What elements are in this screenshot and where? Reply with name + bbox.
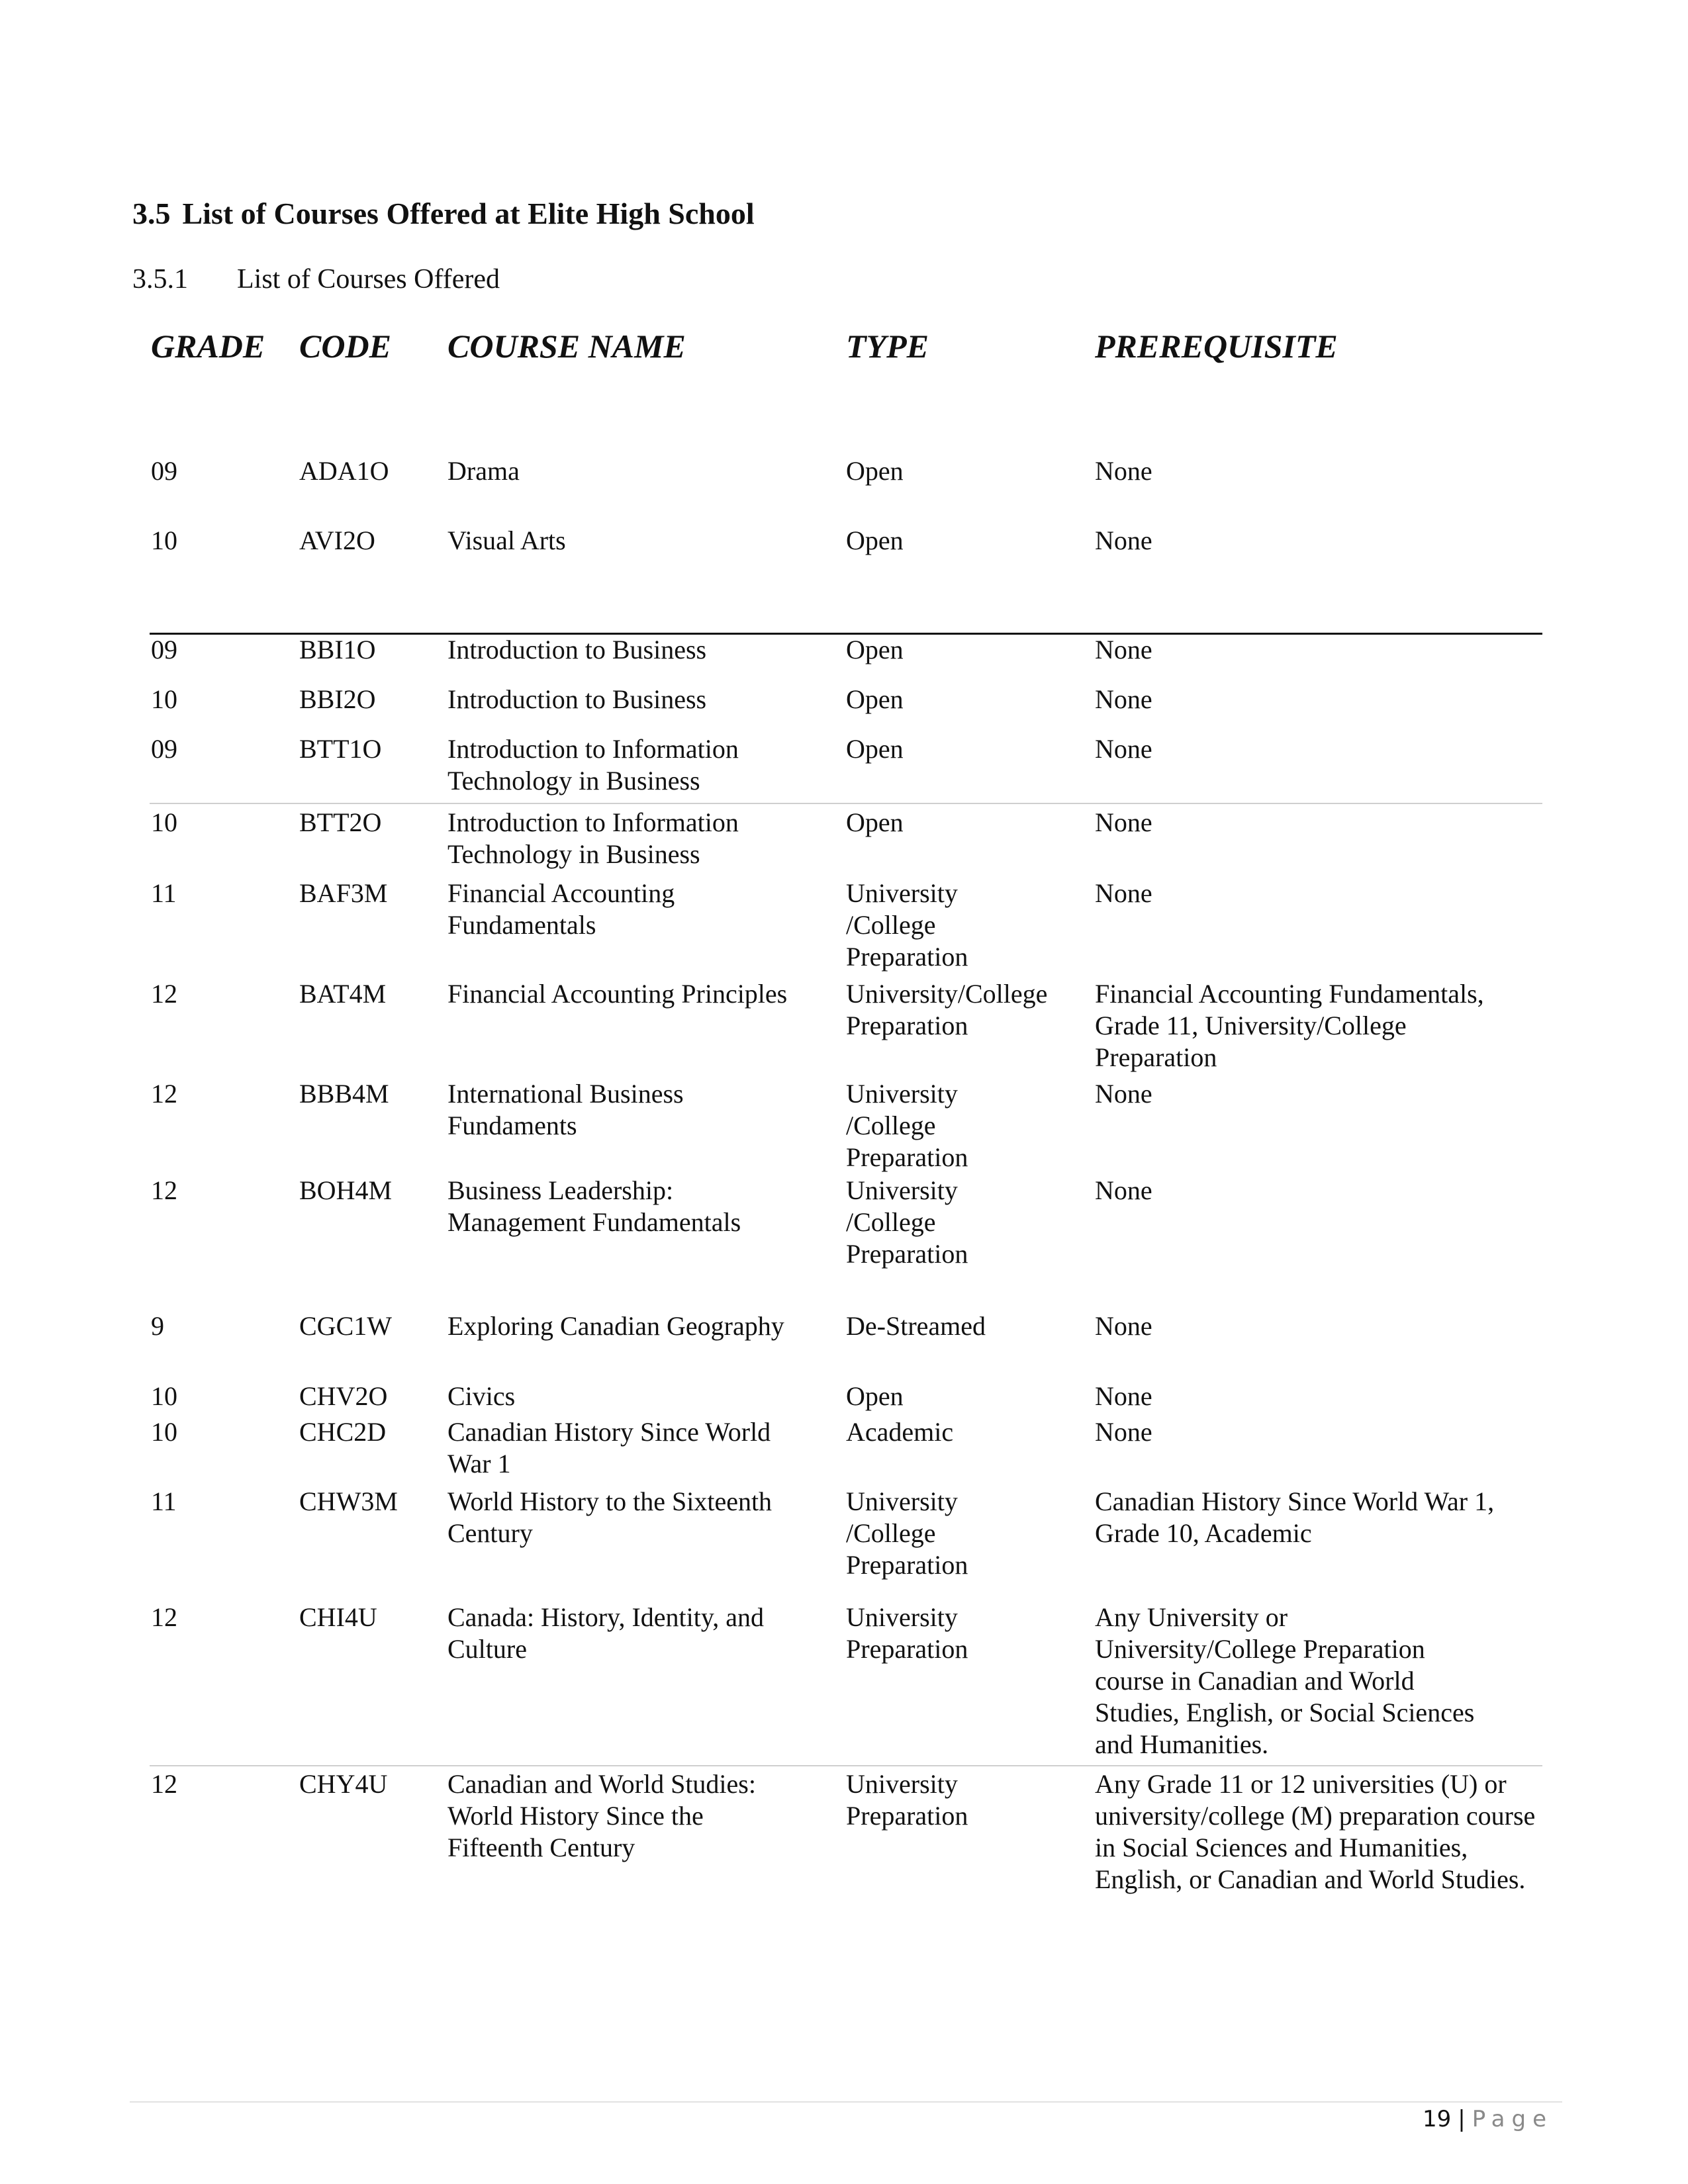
table-header-row: [0, 327, 1688, 373]
cell-code: BBI2O: [299, 684, 376, 714]
cell-grade: 9: [151, 1311, 164, 1341]
cell-grade: 09: [151, 635, 177, 664]
cell-code: CGC1W: [299, 1311, 392, 1341]
cell-grade: 09: [151, 456, 177, 486]
cell-prerequisite: Any Grade 11 or 12 universities (U) or university/college (M) preparation course in Social Sciences and Humanities, English, or Canadian and World Studies.: [1095, 1769, 1536, 1894]
cell-grade: 12: [151, 1079, 177, 1109]
cell-code: BBI1O: [299, 635, 376, 664]
section-title: List of Courses Offered at Elite High School: [182, 197, 755, 230]
cell-code: BAF3M: [299, 878, 388, 908]
cell-code: BAT4M: [299, 979, 387, 1009]
cell-prerequisite: None: [1095, 525, 1152, 555]
cell-course-name: Canadian History Since World War 1: [447, 1417, 771, 1479]
cell-code: CHI4U: [299, 1602, 377, 1632]
cell-grade: 12: [151, 1769, 177, 1799]
cell-course-name: Drama: [447, 456, 520, 486]
cell-type: Open: [846, 684, 904, 714]
page-number: 19: [1422, 2106, 1452, 2132]
cell-type: University /College Preparation: [846, 1175, 968, 1269]
cell-course-name: Introduction to Information Technology in Business: [447, 807, 739, 869]
subsection-title: List of Courses Offered: [237, 264, 500, 295]
cell-grade: 10: [151, 1417, 177, 1447]
cell-grade: 12: [151, 1602, 177, 1632]
table-divider: [150, 803, 1542, 804]
cell-course-name: Introduction to Information Technology in Business: [447, 734, 739, 796]
cell-grade: 10: [151, 684, 177, 714]
cell-prerequisite: None: [1095, 1381, 1152, 1411]
cell-prerequisite: None: [1095, 1311, 1152, 1341]
section-number: 3.5: [132, 197, 171, 230]
header-course-name: COURSE NAME: [447, 328, 686, 365]
footer-rule: [130, 2101, 1562, 2103]
cell-course-name: Visual Arts: [447, 525, 566, 555]
cell-prerequisite: None: [1095, 1079, 1152, 1109]
cell-course-name: Exploring Canadian Geography: [447, 1311, 784, 1341]
cell-code: CHY4U: [299, 1769, 388, 1799]
cell-course-name: Financial Accounting Principles: [447, 979, 788, 1009]
cell-grade: 10: [151, 1381, 177, 1411]
subsection-heading: [132, 263, 500, 295]
cell-type: Open: [846, 525, 904, 555]
cell-prerequisite: None: [1095, 807, 1152, 837]
cell-course-name: Civics: [447, 1381, 516, 1411]
cell-code: CHV2O: [299, 1381, 388, 1411]
cell-prerequisite: Any University or University/College Preparation course in Canadian and World Studies, English, or Social Sciences and Humanities.: [1095, 1602, 1475, 1759]
cell-grade: 12: [151, 1175, 177, 1205]
cell-course-name: Business Leadership: Management Fundamentals: [447, 1175, 741, 1237]
cell-type: Open: [846, 635, 904, 664]
header-prerequisite: PREREQUISITE: [1095, 328, 1338, 365]
cell-code: BTT1O: [299, 734, 382, 764]
cell-grade: 10: [151, 525, 177, 555]
cell-type: University Preparation: [846, 1769, 968, 1831]
cell-code: BOH4M: [299, 1175, 393, 1205]
cell-course-name: World History to the Sixteenth Century: [447, 1486, 773, 1548]
header-grade: GRADE: [151, 328, 265, 365]
cell-type: Open: [846, 1381, 904, 1411]
cell-course-name: International Business Fundaments: [447, 1079, 684, 1140]
cell-prerequisite: None: [1095, 684, 1152, 714]
cell-grade: 12: [151, 979, 177, 1009]
cell-grade: 09: [151, 734, 177, 764]
cell-code: CHW3M: [299, 1486, 398, 1516]
cell-grade: 11: [151, 878, 177, 908]
cell-grade: 10: [151, 807, 177, 837]
section-heading: [132, 196, 755, 231]
cell-type: Academic: [846, 1417, 954, 1447]
cell-course-name: Canada: History, Identity, and Culture: [447, 1602, 765, 1664]
cell-type: University/College Preparation: [846, 979, 1048, 1040]
cell-prerequisite: None: [1095, 734, 1152, 764]
cell-grade: 11: [151, 1486, 177, 1516]
cell-type: University /College Preparation: [846, 1079, 968, 1172]
page-label: Page: [1472, 2106, 1553, 2132]
cell-prerequisite: None: [1095, 635, 1152, 664]
cell-type: Open: [846, 734, 904, 764]
cell-code: BTT2O: [299, 807, 382, 837]
cell-prerequisite: None: [1095, 1417, 1152, 1447]
cell-prerequisite: None: [1095, 878, 1152, 908]
table-divider: [150, 1765, 1542, 1766]
header-code: CODE: [299, 328, 391, 365]
header-type: TYPE: [846, 328, 929, 365]
cell-prerequisite: None: [1095, 1175, 1152, 1205]
cell-code: ADA1O: [299, 456, 389, 486]
footer-separator: |: [1458, 2106, 1466, 2132]
cell-type: University Preparation: [846, 1602, 968, 1664]
cell-type: De-Streamed: [846, 1311, 986, 1341]
page-footer: [1423, 2106, 1553, 2132]
cell-prerequisite: Financial Accounting Fundamentals, Grade 11, University/College Preparation: [1095, 979, 1484, 1072]
cell-type: Open: [846, 807, 904, 837]
cell-type: University /College Preparation: [846, 1486, 968, 1580]
cell-type: University /College Preparation: [846, 878, 968, 972]
cell-prerequisite: Canadian History Since World War 1, Grade 10, Academic: [1095, 1486, 1495, 1548]
cell-type: Open: [846, 456, 904, 486]
subsection-number: 3.5.1: [132, 264, 188, 295]
cell-course-name: Introduction to Business: [447, 684, 707, 714]
cell-code: CHC2D: [299, 1417, 387, 1447]
cell-course-name: Canadian and World Studies: World History Since the Fifteenth Century: [447, 1769, 756, 1862]
cell-code: BBB4M: [299, 1079, 389, 1109]
cell-prerequisite: None: [1095, 456, 1152, 486]
cell-course-name: Introduction to Business: [447, 635, 707, 664]
cell-code: AVI2O: [299, 525, 375, 555]
cell-course-name: Financial Accounting Fundamentals: [447, 878, 675, 940]
